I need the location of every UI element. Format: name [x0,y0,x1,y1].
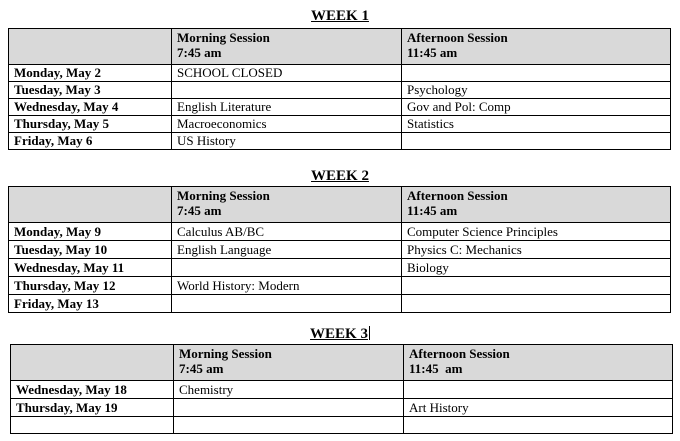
afternoon-session-time: 11:45 am [407,45,458,60]
table-row [9,223,671,241]
header-blank-cell [9,29,172,65]
afternoon-session-header [404,345,673,381]
morning-cell: Macroeconomics [172,116,402,133]
table-row [11,381,673,399]
afternoon-session-title: Afternoon Session [407,30,508,45]
week2-table [8,186,671,313]
afternoon-session-header [402,187,671,223]
table-row [9,277,671,295]
day-cell: Friday, May 13 [9,295,172,313]
table-row [9,295,671,313]
day-cell: Friday, May 6 [9,133,172,150]
afternoon-cell: Gov and Pol: Comp [402,99,671,116]
table-row [9,241,671,259]
morning-cell: World History: Modern [172,277,402,295]
table-row [9,116,671,133]
morning-session-title: Morning Session [177,30,270,45]
afternoon-cell: Physics C: Mechanics [402,241,671,259]
afternoon-session-title: Afternoon Session [409,346,510,361]
day-cell: Thursday, May 12 [9,277,172,295]
day-cell: Thursday, May 5 [9,116,172,133]
day-cell: Wednesday, May 4 [9,99,172,116]
table-row [9,259,671,277]
week3-header-row [11,345,673,381]
morning-session-header [172,29,402,65]
morning-session-time: 7:45 am [177,45,222,60]
day-cell: Tuesday, May 10 [9,241,172,259]
week3-title: WEEK 3 [310,326,368,342]
morning-cell: Chemistry [174,381,404,399]
morning-session-time: 7:45 am [179,361,224,376]
morning-session-title: Morning Session [177,188,270,203]
day-cell: Monday, May 2 [9,65,172,82]
morning-cell [174,399,404,417]
empty-cell [404,417,673,434]
afternoon-session-header [402,29,671,65]
afternoon-cell [402,133,671,150]
afternoon-session-time: 11:45 am [407,203,458,218]
week2-header-row [9,187,671,223]
morning-session-time: 7:45 am [177,203,222,218]
afternoon-cell: Statistics [402,116,671,133]
day-cell: Monday, May 9 [9,223,172,241]
afternoon-cell [402,65,671,82]
morning-cell [172,82,402,99]
table-row [9,99,671,116]
header-blank-cell [9,187,172,223]
week2-title: WEEK 2 [311,168,369,184]
week1-header-row [9,29,671,65]
morning-cell: US History [172,133,402,150]
text-cursor [369,326,370,340]
afternoon-cell [402,295,671,313]
afternoon-cell: Art History [404,399,673,417]
morning-cell [172,259,402,277]
morning-session-header [172,187,402,223]
empty-cell [174,417,404,434]
afternoon-session-title: Afternoon Session [407,188,508,203]
afternoon-cell [402,277,671,295]
morning-session-header [174,345,404,381]
table-row [9,65,671,82]
afternoon-session-time: 11:45 am [409,361,463,376]
day-cell: Wednesday, May 18 [11,381,174,399]
day-cell: Tuesday, May 3 [9,82,172,99]
table-row-empty [11,417,673,434]
morning-cell [172,295,402,313]
week1-title: WEEK 1 [311,8,369,24]
week1-table [8,28,671,150]
empty-cell [11,417,174,434]
week3-table [10,344,673,434]
morning-cell: English Literature [172,99,402,116]
table-row [9,133,671,150]
morning-cell: English Language [172,241,402,259]
afternoon-cell: Psychology [402,82,671,99]
table-row [11,399,673,417]
afternoon-cell [404,381,673,399]
day-cell: Wednesday, May 11 [9,259,172,277]
afternoon-cell: Biology [402,259,671,277]
morning-cell: SCHOOL CLOSED [172,65,402,82]
day-cell: Thursday, May 19 [11,399,174,417]
afternoon-cell: Computer Science Principles [402,223,671,241]
morning-cell: Calculus AB/BC [172,223,402,241]
header-blank-cell [11,345,174,381]
table-row [9,82,671,99]
morning-session-title: Morning Session [179,346,272,361]
